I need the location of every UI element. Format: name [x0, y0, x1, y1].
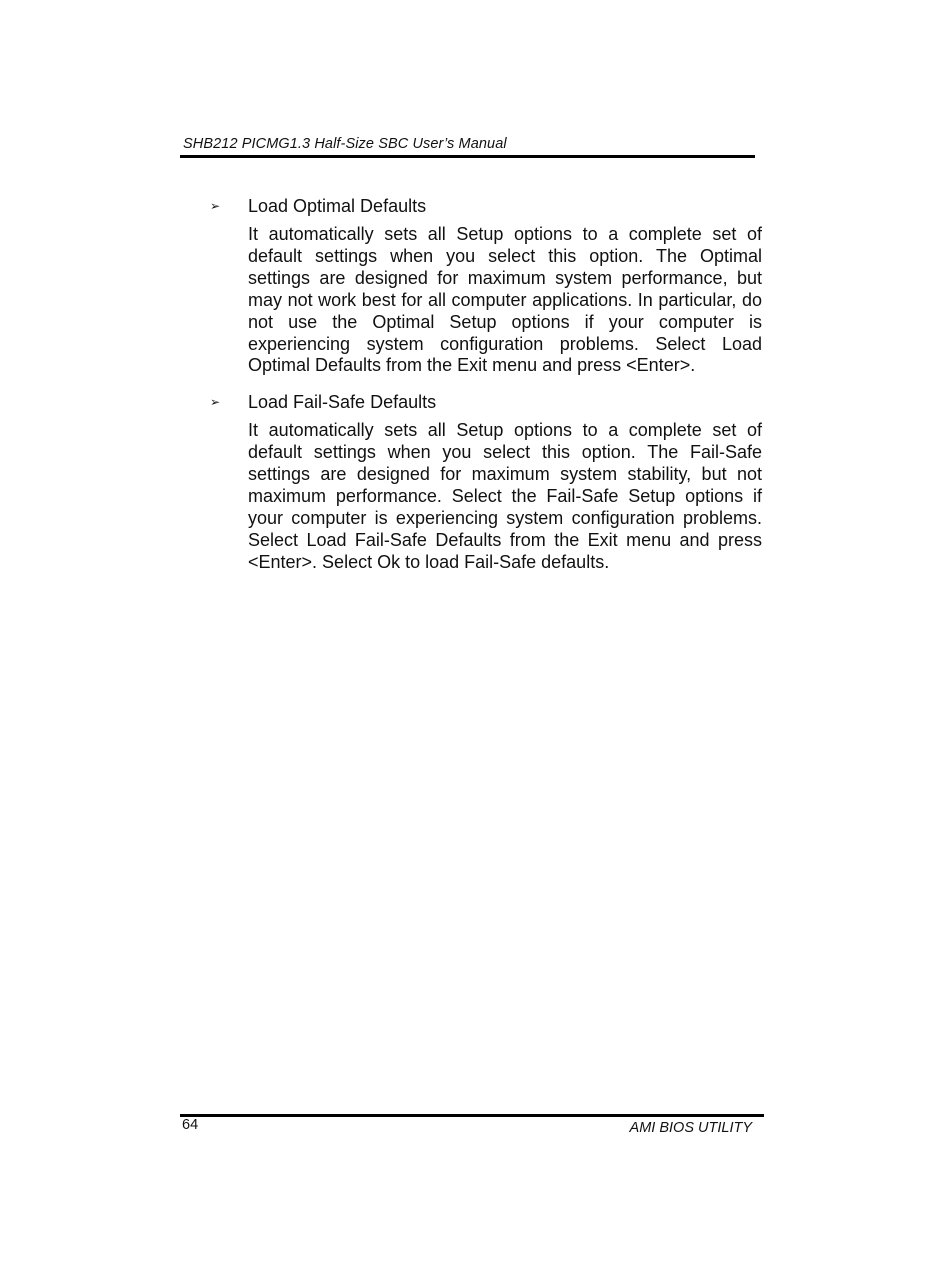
section-body: It automatically sets all Setup options to a complete set of default settings when you select this option. The Optimal settings are designed for maximum system performance, but may not work best for all computer applications. In particular, do not use the Optimal Setup options if your computer is experiencing system configuration problems. Select Load Optimal Defaults from the Exit menu and press <Enter>.: [248, 224, 762, 376]
section-load-fail-safe-defaults: [0, 389, 950, 573]
section-title: Load Fail-Safe Defaults: [248, 392, 437, 413]
section-title: Load Optimal Defaults: [248, 196, 427, 216]
page-content: [0, 193, 950, 586]
page-number: 64: [182, 1117, 199, 1133]
footer-rule: [180, 1114, 764, 1117]
header-rule: [180, 155, 755, 158]
arrow-bullet-icon: ➢: [210, 199, 221, 213]
section-load-optimal-defaults: [0, 193, 950, 377]
arrow-bullet-icon: ➢: [210, 395, 221, 410]
section-body: It automatically sets all Setup options to a complete set of default settings when you select this option. The Fail-Safe settings are designed for maximum system stability, but not maximum performance. Select the Fail-Safe Setup options if your computer is experiencing system configuration problems. Select Load Fail-Safe Defaults from the Exit menu and press <Enter>. Select Ok to load Fail-Safe defaults.: [248, 420, 762, 572]
running-header: SHB212 PICMG1.3 Half-Size SBC User’s Manual: [183, 136, 507, 152]
footer-chapter-name: AMI BIOS UTILITY: [629, 1120, 752, 1136]
